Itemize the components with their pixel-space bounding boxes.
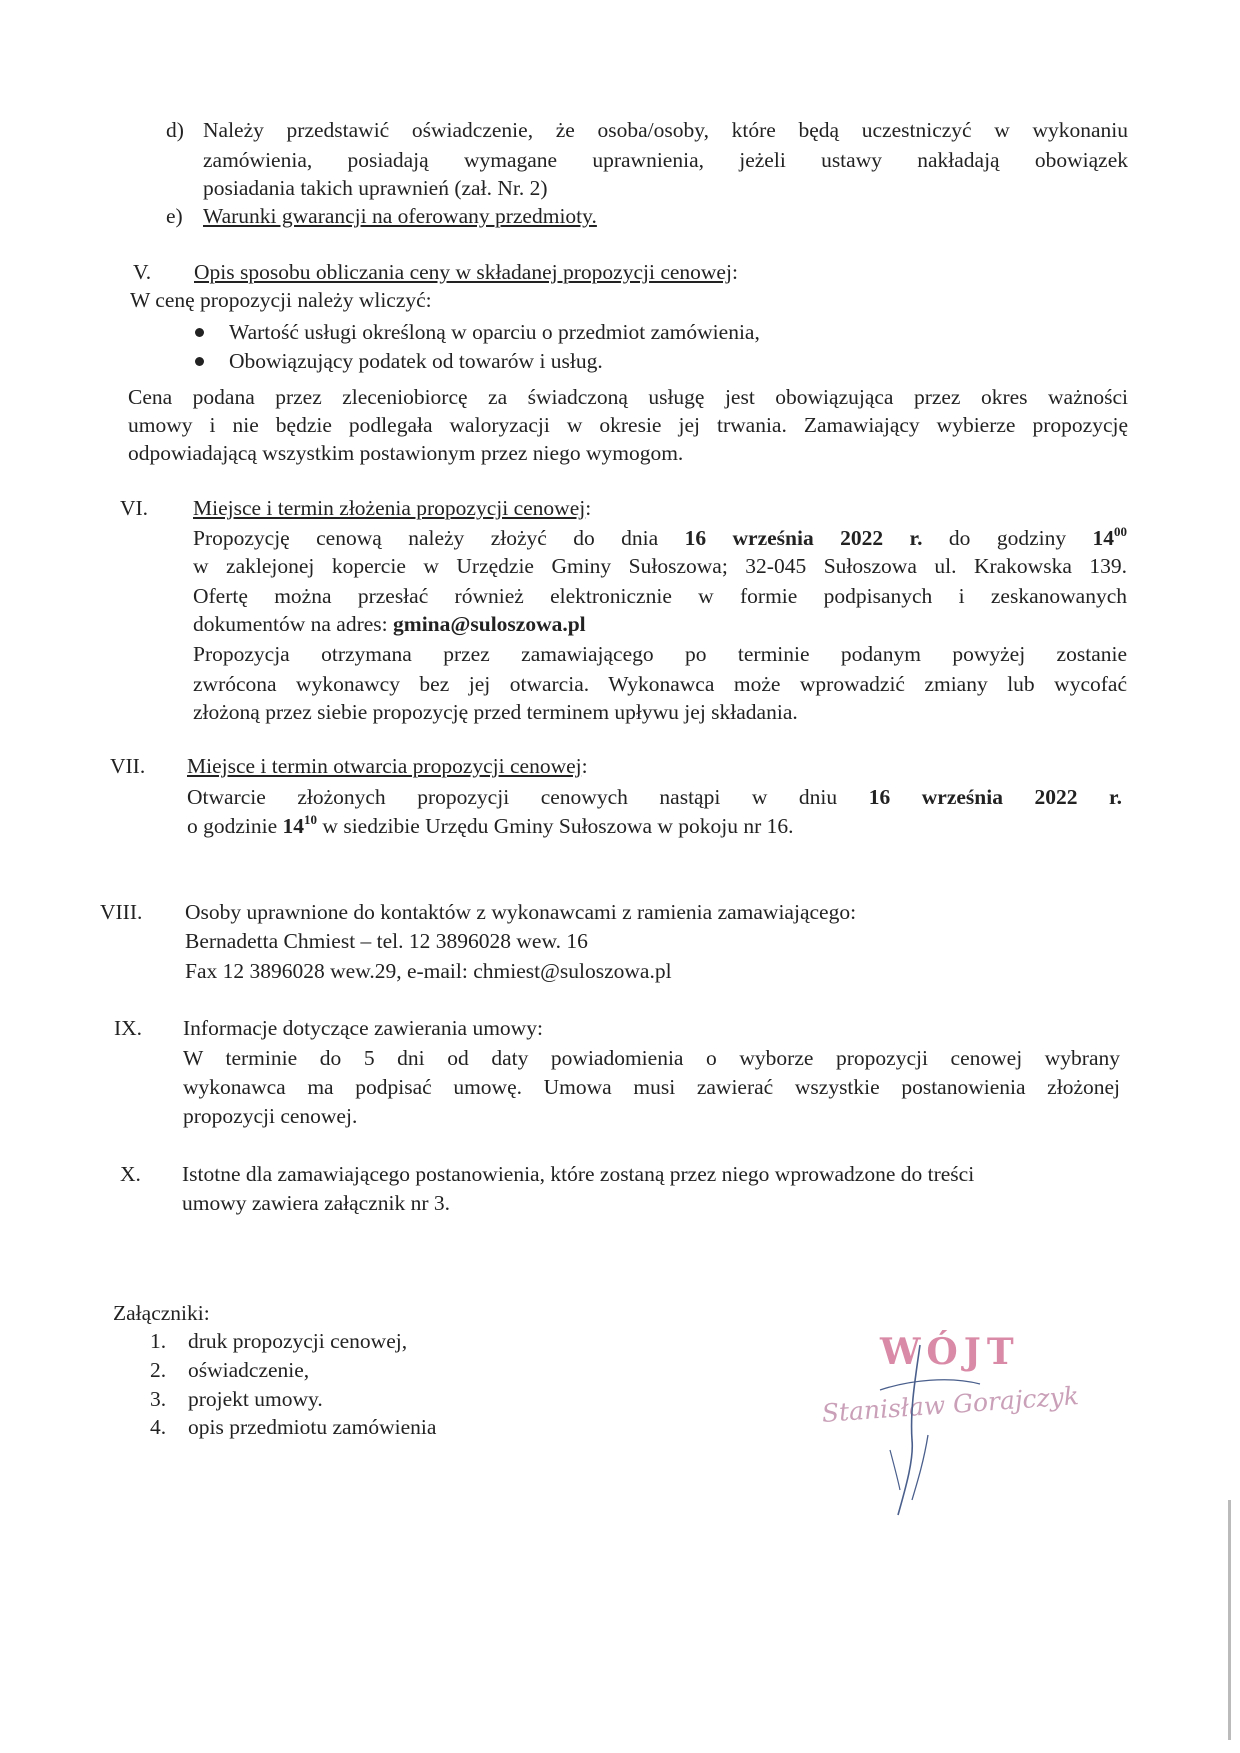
handwritten-signature <box>820 1331 1020 1520</box>
section-vii-colon: : <box>581 754 588 778</box>
section-vi-email: gmina@suloszowa.pl <box>393 612 586 636</box>
section-vii-line-1-text: Otwarcie złożonych propozycji cenowych nastąpi w dniu <box>187 785 838 809</box>
stamp-name: Stanisław Gorajczyk <box>820 1381 1080 1428</box>
section-v-line-3: odpowiadającą wszystkim postawionym przez niego wymogom. <box>128 441 684 465</box>
section-vi-line-1-text: Propozycję cenową należy złożyć do dnia <box>193 526 659 550</box>
section-vi-line-2: w zaklejonej kopercie w Urzędzie Gminy Sułoszowa; 32-045 Sułoszowa ul. Krakowska 139. <box>193 554 1127 578</box>
section-vii-hour: 14 <box>282 814 305 838</box>
section-vi-number: VI. <box>120 496 149 520</box>
scan-edge-line <box>1228 1500 1231 1740</box>
item-d-line-1: Należy przedstawić oświadczenie, że osoba/osoby, które będą uczestniczyć w wykonaniu <box>203 118 1128 142</box>
attachment-item-1-number: 1. <box>150 1329 167 1353</box>
section-vi-line-1 <box>193 524 1127 552</box>
section-vi-line-7: złożoną przez siebie propozycję przed terminem upływu jej składania. <box>193 700 798 724</box>
section-v-title <box>194 258 738 286</box>
bullet-icon <box>195 357 204 366</box>
attachment-item-3-number: 3. <box>150 1387 167 1411</box>
attachment-item-1: druk propozycji cenowej, <box>188 1329 408 1353</box>
section-x-number: X. <box>120 1162 141 1186</box>
section-vi-hour: 14 <box>1092 526 1115 550</box>
section-vii-minutes: 10 <box>304 812 318 827</box>
attachment-item-2: oświadczenie, <box>188 1358 310 1382</box>
section-viii-number: VIII. <box>100 900 143 924</box>
section-v-bullet-2: Obowiązujący podatek od towarów i usług. <box>229 349 603 373</box>
section-vii-number: VII. <box>110 754 146 778</box>
item-d-marker: d) <box>166 118 184 142</box>
section-vi-hour-label: do godziny <box>948 526 1067 550</box>
section-vi-colon: : <box>585 496 592 520</box>
section-vii-opening-hour <box>283 814 318 838</box>
section-v-bullet-1: Wartość usługi określoną w oparciu o przedmiot zamówienia, <box>229 320 760 344</box>
section-vi-deadline-date: 16 września 2022 r. <box>684 526 923 550</box>
section-ix-number: IX. <box>114 1016 143 1040</box>
section-vii-place: w siedzibie Urzędu Gminy Sułoszowa w pokoju nr 16. <box>322 814 794 838</box>
section-vi-deadline-hour <box>1093 526 1128 550</box>
item-d-line-3: posiadania takich uprawnień (zał. Nr. 2) <box>203 176 548 200</box>
section-vi-line-5: Propozycja otrzymana przez zamawiającego po terminie podanym powyżej zostanie <box>193 642 1127 666</box>
section-vi-address-label: dokumentów na adres: <box>193 612 388 636</box>
section-v-colon: : <box>731 260 738 284</box>
section-vii-title-text: Miejsce i termin otwarcia propozycji cenowej <box>187 754 582 778</box>
attachment-item-2-number: 2. <box>150 1358 167 1382</box>
section-v-number: V. <box>133 260 152 284</box>
section-vii-hour-label: o godzinie <box>187 814 278 838</box>
attachments-heading: Załączniki: <box>113 1301 210 1325</box>
section-vi-line-4 <box>193 610 586 638</box>
section-vii-opening-date: 16 września 2022 r. <box>868 785 1123 809</box>
item-d-line-2: zamówienia, posiadają wymagane uprawnienia, jeżeli ustawy nakładają obowiązek <box>203 148 1128 172</box>
section-ix-line-2: W terminie do 5 dni od daty powiadomienia o wyborze propozycji cenowej wybrany <box>183 1046 1120 1070</box>
section-viii-line-1: Osoby uprawnione do kontaktów z wykonawcami z ramienia zamawiającego: <box>185 900 857 924</box>
section-ix-line-3: wykonawca ma podpisać umowę. Umowa musi zawierać wszystkie postanowienia złożonej <box>183 1075 1120 1099</box>
section-vi-line-3: Ofertę można przesłać również elektronicznie w formie podpisanych i zeskanowanych <box>193 584 1127 608</box>
attachment-item-4-number: 4. <box>150 1415 167 1439</box>
section-vi-title <box>193 494 591 522</box>
section-v-line-1: Cena podana przez zleceniobiorcę za świadczoną usługę jest obowiązująca przez okres ważności <box>128 385 1128 409</box>
item-e-marker: e) <box>166 204 183 228</box>
section-vi-line-6: zwrócona wykonawcy bez jej otwarcia. Wykonawca może wprowadzić zmiany lub wycofać <box>193 672 1127 696</box>
stamp-title: WÓJT <box>880 1331 1020 1373</box>
bullet-icon <box>195 328 204 337</box>
section-vi-minutes: 00 <box>1114 524 1128 539</box>
section-vi-title-text: Miejsce i termin złożenia propozycji cenowej <box>193 496 586 520</box>
section-viii-line-3: Fax 12 3896028 wew.29, e-mail: chmiest@suloszowa.pl <box>185 959 672 983</box>
section-vii-title <box>187 752 588 780</box>
section-vii-line-2 <box>187 812 794 840</box>
item-e-text: Warunki gwarancji na oferowany przedmioty. <box>203 204 597 228</box>
section-v-intro: W cenę propozycji należy wliczyć: <box>130 288 432 312</box>
attachment-item-3: projekt umowy. <box>188 1387 323 1411</box>
attachment-item-4: opis przedmiotu zamówienia <box>188 1415 437 1439</box>
section-vii-line-1 <box>187 783 1122 811</box>
section-ix-line-1: Informacje dotyczące zawierania umowy: <box>183 1016 543 1040</box>
section-v-title-text: Opis sposobu obliczania ceny w składanej propozycji cenowej <box>194 260 732 284</box>
section-viii-line-2: Bernadetta Chmiest – tel. 12 3896028 wew. 16 <box>185 929 588 953</box>
section-ix-line-4: propozycji cenowej. <box>183 1104 358 1128</box>
section-x-line-2: umowy zawiera załącznik nr 3. <box>182 1191 451 1215</box>
section-x-line-1: Istotne dla zamawiającego postanowienia, które zostaną przez niego wprowadzone do treści <box>182 1162 975 1186</box>
section-v-line-2: umowy i nie będzie podlegała waloryzacji w okresie jej trwania. Zamawiający wybierze propozycję <box>128 413 1128 437</box>
